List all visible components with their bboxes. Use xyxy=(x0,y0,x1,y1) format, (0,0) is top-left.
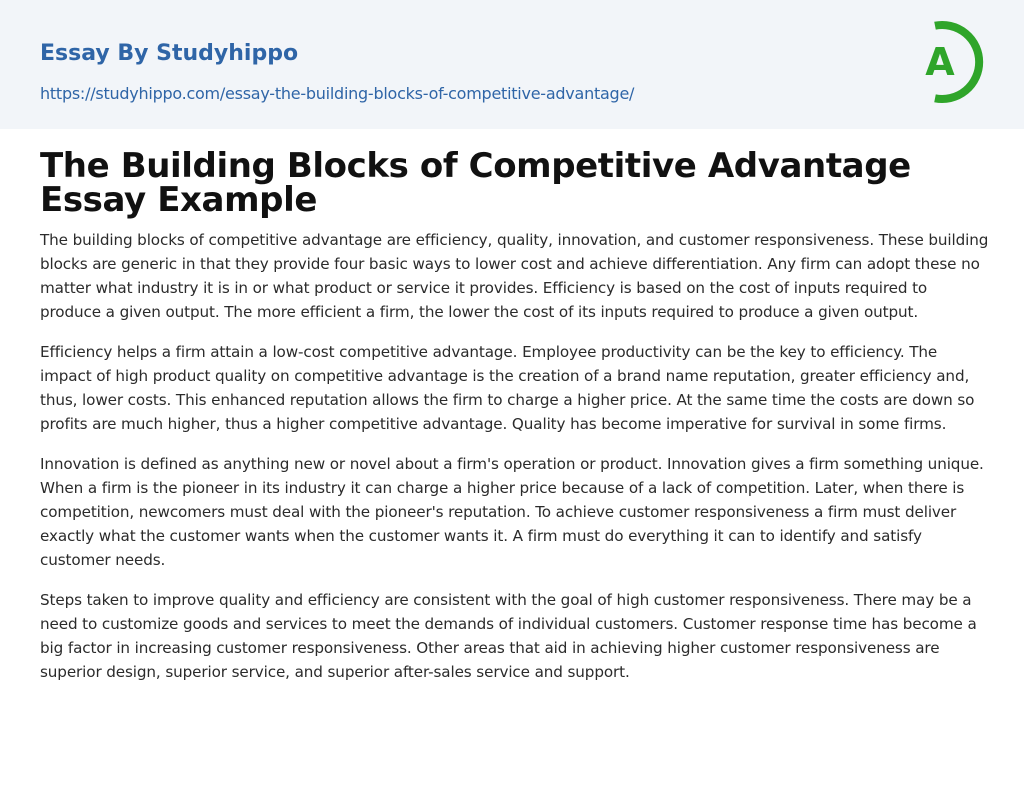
site-header xyxy=(0,0,1024,129)
essay-body xyxy=(40,228,990,700)
source-url-link[interactable]: https://studyhippo.com/essay-the-building-blocks-of-competitive-advantage/ xyxy=(40,84,635,103)
page-title: The Building Blocks of Competitive Advantage Essay Example xyxy=(40,146,911,220)
logo-letter: A xyxy=(925,40,955,84)
essay-paragraph: Steps taken to improve quality and efficiency are consistent with the goal of high customer responsiveness. There may be a need to customize goods and services to meet the demands of individual customers. Customer response time has become a big factor in increasing customer responsiveness. Other areas that aid in achieving higher customer responsiveness are superior design, superior service, and superior after-sales service and support. xyxy=(40,591,977,681)
site-logo-icon[interactable] xyxy=(912,20,986,104)
essay-paragraph: Efficiency helps a firm attain a low-cost competitive advantage. Employee productivity can be the key to efficiency. The impact of high product quality on competitive advantage is the creation of a brand name reputation, greater efficiency and, thus, lower costs. This enhanced reputation allows the firm to charge a higher price. At the same time the costs are down so profits are much higher, thus a higher competitive advantage. Quality has become imperative for survival in some firms. xyxy=(40,343,975,433)
essay-paragraph: The building blocks of competitive advantage are efficiency, quality, innovation, and customer responsiveness. These building blocks are generic in that they provide four basic ways to lower cost and achieve differentiation. Any firm can adopt these no matter what industry it is in or what product or service it provides. Efficiency is based on the cost of inputs required to produce a given output. The more efficient a firm, the lower the cost of its inputs required to produce a given output. xyxy=(40,231,989,321)
site-title[interactable]: Essay By Studyhippo xyxy=(40,41,299,66)
essay-paragraph: Innovation is defined as anything new or novel about a firm's operation or product. Innovation gives a firm something unique. When a firm is the pioneer in its industry it can charge a higher price because of a lack of competition. Later, when there is competition, newcomers must deal with the pioneer's reputation. To achieve customer responsiveness a firm must deliver exactly what the customer wants when the customer wants it. A firm must do everything it can to identify and satisfy customer needs. xyxy=(40,455,984,569)
